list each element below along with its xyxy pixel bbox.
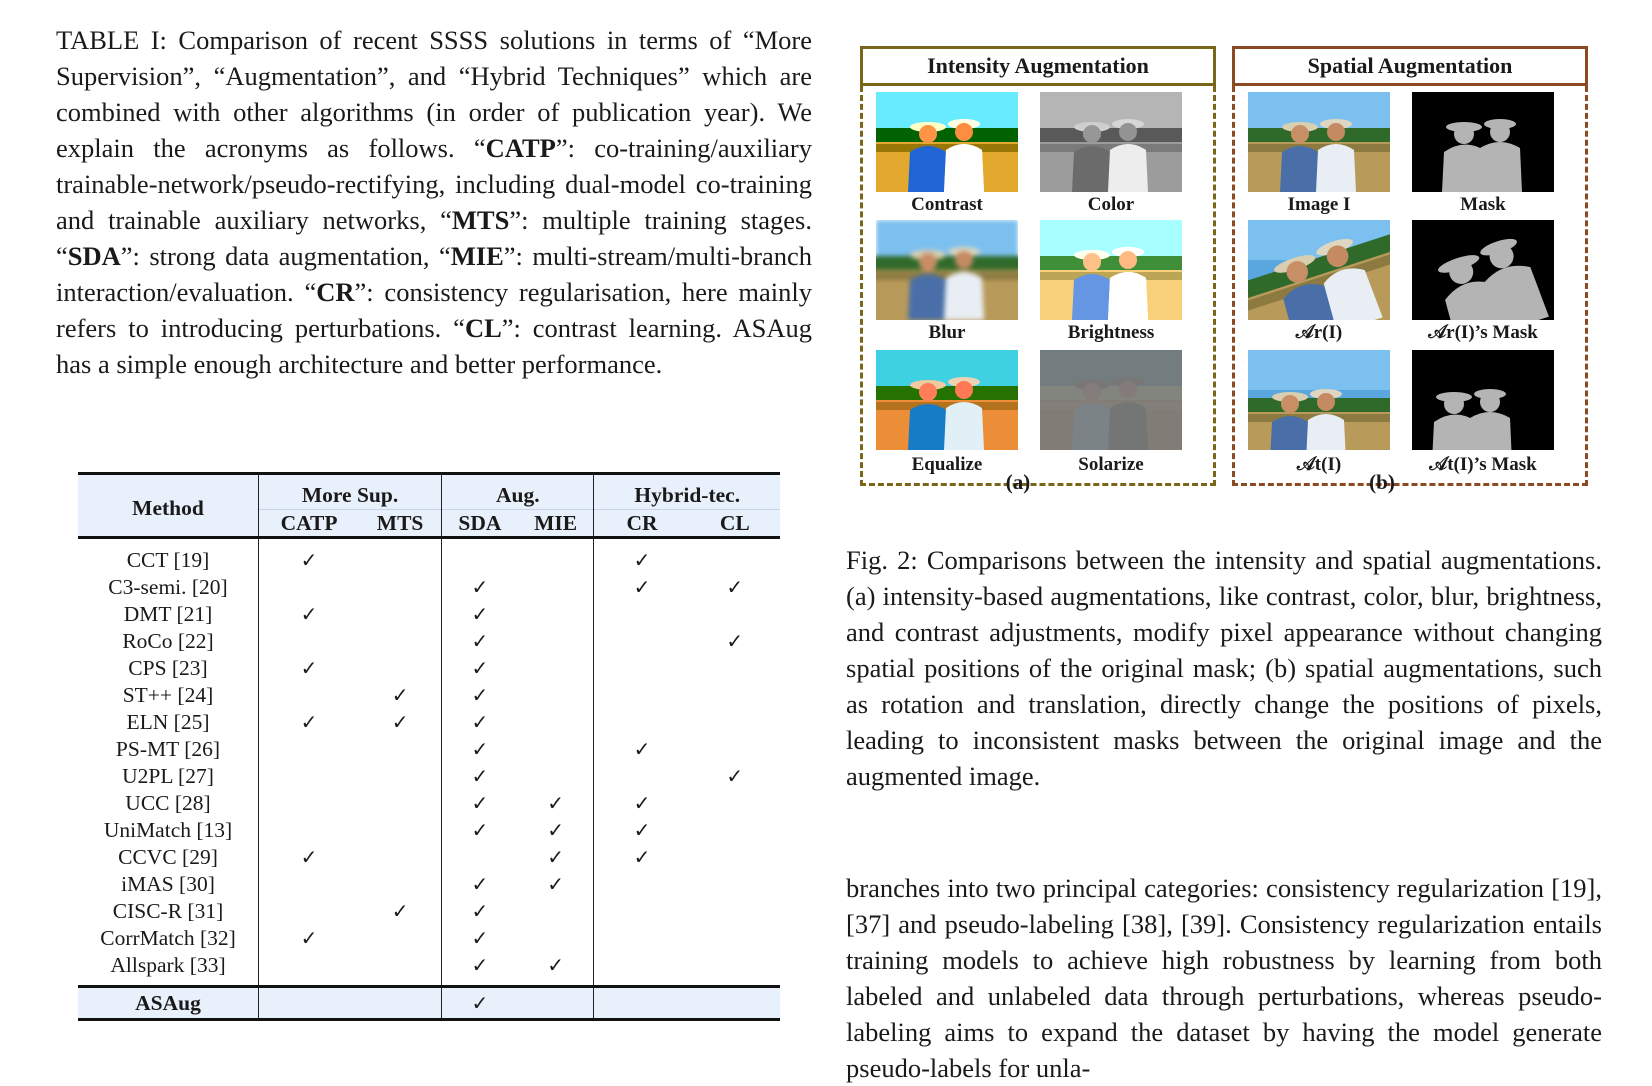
table-row (78, 763, 780, 790)
mark-cell-catp (259, 925, 360, 952)
method-cell: CorrMatch [32] (78, 925, 259, 952)
mark-cell-catp (259, 952, 360, 987)
mark-cell-cr (594, 655, 690, 682)
thumbnail-label: Contrast (911, 194, 983, 215)
mark-cell-cr (594, 817, 690, 844)
mark-cell-cl (690, 682, 780, 709)
table-row (78, 601, 780, 628)
method-cell: C3-semi. [20] (78, 574, 259, 601)
mark-cell-cl (690, 987, 780, 1020)
mark-cell-catp (259, 898, 360, 925)
thumbnail-contrast (876, 92, 1018, 192)
check-mark-icon: ✓ (471, 791, 489, 815)
table-row (78, 952, 780, 987)
body-paragraph: branches into two principal categories: consistency regularization [19], [37] and pseudo-labeling [38], [39]. Consistency regularization entails training models to achieve high robustness by learning from both labeled and unlabeled data through perturbations, whereas pseudo-labeling aims to expand the dataset by having the model generate pseudo-labels for unla- (846, 873, 1602, 1083)
mark-cell-mts (359, 952, 441, 987)
mark-cell-sda (442, 898, 518, 925)
thumbnail-label: Equalize (911, 454, 983, 475)
mark-cell-catp (259, 574, 360, 601)
check-mark-icon: ✓ (471, 926, 489, 950)
check-mark-icon: ✓ (547, 791, 565, 815)
mark-cell-mts (359, 628, 441, 655)
mark-cell-cr (594, 574, 690, 601)
mark-cell-catp (259, 987, 360, 1020)
mark-cell-catp (259, 628, 360, 655)
mark-cell-mie (518, 736, 594, 763)
mark-cell-mts (359, 898, 441, 925)
mark-cell-mts (359, 987, 441, 1020)
check-mark-icon: ✓ (471, 818, 489, 842)
mark-cell-catp (259, 601, 360, 628)
mark-cell-mie (518, 898, 594, 925)
mark-cell-mts (359, 574, 441, 601)
mark-cell-mie (518, 655, 594, 682)
col-header-sda: SDA (442, 510, 518, 538)
col-header-mts: MTS (359, 510, 441, 538)
check-mark-icon: ✓ (471, 990, 489, 1015)
mark-cell-cr (594, 898, 690, 925)
mark-cell-cr (594, 952, 690, 987)
mark-cell-catp (259, 790, 360, 817)
mark-cell-sda (442, 925, 518, 952)
check-mark-icon: ✓ (471, 629, 489, 653)
thumbnail-label: Color (1087, 194, 1135, 215)
thumbnail-label: 𝒜t(I) (1296, 454, 1342, 475)
mark-cell-catp (259, 682, 360, 709)
comparison-table (78, 472, 780, 1021)
mark-cell-catp (259, 871, 360, 898)
mark-cell-catp (259, 709, 360, 736)
method-cell: iMAS [30] (78, 871, 259, 898)
mark-cell-mts (359, 925, 441, 952)
mark-cell-sda (442, 844, 518, 871)
mark-cell-mie (518, 628, 594, 655)
thumbnail-solarize (1040, 350, 1182, 450)
mark-cell-sda (442, 952, 518, 987)
method-cell: CISC-R [31] (78, 898, 259, 925)
thumbnail-color (1040, 92, 1182, 192)
check-mark-icon: ✓ (471, 710, 489, 734)
mark-cell-mts (359, 790, 441, 817)
thumbnail-label: Blur (928, 322, 966, 343)
method-cell: CCVC [29] (78, 844, 259, 871)
mark-cell-cr (594, 628, 690, 655)
group-header-aug: Aug. (442, 474, 594, 510)
mark-cell-mts (359, 763, 441, 790)
table-row (78, 655, 780, 682)
spatial-image-thumbnail (1248, 92, 1390, 192)
check-mark-icon: ✓ (471, 602, 489, 626)
check-mark-icon: ✓ (547, 845, 565, 869)
col-header-cr: CR (594, 510, 690, 538)
check-mark-icon: ✓ (633, 548, 651, 572)
mark-cell-mie (518, 790, 594, 817)
check-mark-icon: ✓ (300, 656, 318, 680)
thumbnail-label: 𝒜t(I)’s Mask (1429, 454, 1537, 475)
mark-cell-cl (690, 574, 780, 601)
mark-cell-sda (442, 987, 518, 1020)
mark-cell-mts (359, 682, 441, 709)
table-row (78, 790, 780, 817)
mark-cell-catp (259, 844, 360, 871)
check-mark-icon: ✓ (726, 629, 744, 653)
check-mark-icon: ✓ (471, 899, 489, 923)
table-row (78, 709, 780, 736)
table-row (78, 817, 780, 844)
mark-cell-sda (442, 709, 518, 736)
check-mark-icon: ✓ (471, 764, 489, 788)
mark-cell-mie (518, 987, 594, 1020)
mark-cell-mie (518, 952, 594, 987)
check-mark-icon: ✓ (547, 872, 565, 896)
mark-cell-cl (690, 898, 780, 925)
mark-cell-cl (690, 817, 780, 844)
mark-cell-sda (442, 763, 518, 790)
mark-cell-mie (518, 709, 594, 736)
thumbnail-label: Brightness (1067, 322, 1155, 343)
method-cell: UCC [28] (78, 790, 259, 817)
mark-cell-cr (594, 790, 690, 817)
check-mark-icon: ✓ (300, 926, 318, 950)
mark-cell-mie (518, 763, 594, 790)
mark-cell-mie (518, 844, 594, 871)
mark-cell-mts (359, 538, 441, 575)
check-mark-icon: ✓ (300, 602, 318, 626)
mark-cell-catp (259, 763, 360, 790)
check-mark-icon: ✓ (391, 683, 409, 707)
thumbnail-blur (876, 220, 1018, 320)
method-cell: DMT [21] (78, 601, 259, 628)
col-header-cl: CL (690, 510, 780, 538)
table-row (78, 538, 780, 575)
mark-cell-catp (259, 538, 360, 575)
intensity-augmentation-title: Intensity Augmentation (860, 46, 1216, 86)
spatial-augmentation-title: Spatial Augmentation (1232, 46, 1588, 86)
mark-cell-sda (442, 628, 518, 655)
check-mark-icon: ✓ (300, 845, 318, 869)
col-header-catp: CATP (259, 510, 360, 538)
method-cell: RoCo [22] (78, 628, 259, 655)
mark-cell-cl (690, 655, 780, 682)
method-cell: ASAug (78, 987, 259, 1020)
table-row (78, 628, 780, 655)
method-cell: UniMatch [13] (78, 817, 259, 844)
thumbnail-label: Image I (1287, 194, 1351, 215)
method-header: Method (78, 474, 259, 538)
mark-cell-mie (518, 601, 594, 628)
mark-cell-mie (518, 682, 594, 709)
mark-cell-cl (690, 871, 780, 898)
table-row (78, 736, 780, 763)
col-header-mie: MIE (518, 510, 594, 538)
mark-cell-cr (594, 763, 690, 790)
mark-cell-catp (259, 817, 360, 844)
spatial-mask-thumbnail (1412, 220, 1554, 320)
check-mark-icon: ✓ (471, 953, 489, 977)
table-row (78, 898, 780, 925)
mark-cell-cr (594, 538, 690, 575)
spatial-image-thumbnail (1248, 220, 1390, 320)
mark-cell-mts (359, 709, 441, 736)
method-cell: PS-MT [26] (78, 736, 259, 763)
table-footer-row (78, 987, 780, 1020)
mark-cell-sda (442, 871, 518, 898)
method-cell: ST++ [24] (78, 682, 259, 709)
mark-cell-catp (259, 655, 360, 682)
mark-cell-cr (594, 871, 690, 898)
table-row (78, 925, 780, 952)
mark-cell-mie (518, 538, 594, 575)
thumbnail-equalize (876, 350, 1018, 450)
mark-cell-sda (442, 790, 518, 817)
check-mark-icon: ✓ (726, 764, 744, 788)
method-cell: Allspark [33] (78, 952, 259, 987)
figure-caption: Fig. 2: Comparisons between the intensity and spatial augmentations. (a) intensity-based augmentations, like contrast, color, blur, brightness, and contrast adjustments, modify pixel appearance without changing spatial positions of the original mask; (b) spatial augmentations, such as rotation and translation, directly change the positions of pixels, leading to inconsistent masks between the original image and the augmented image. (846, 545, 1602, 791)
mark-cell-cr (594, 925, 690, 952)
mark-cell-cl (690, 628, 780, 655)
group-header-more-sup: More Sup. (259, 474, 442, 510)
check-mark-icon: ✓ (391, 710, 409, 734)
mark-cell-mie (518, 871, 594, 898)
mark-cell-cl (690, 736, 780, 763)
check-mark-icon: ✓ (471, 737, 489, 761)
table-caption: TABLE I: Comparison of recent SSSS solutions in terms of “More Supervision”, “Augmentation”, and “Hybrid Techniques” which are combined with other algorithms (in order of publication year). We explain the acronyms as follows. “CATP”: co-training/auxiliary trainable-network/pseudo-rectifying, including dual-model co-training and trainable auxiliary networks, “MTS”: multiple training stages. “SDA”: strong data augmentation, “MIE”: multi-stream/multi-branch interaction/evaluation. “CR”: consistency regularisation, here mainly refers to introducing perturbations. “CL”: contrast learning. ASAug has a simple enough architecture and better performance. (56, 25, 813, 379)
mark-cell-mts (359, 601, 441, 628)
method-cell: CCT [19] (78, 538, 259, 575)
mark-cell-mts (359, 736, 441, 763)
mark-cell-cr (594, 987, 690, 1020)
check-mark-icon: ✓ (633, 845, 651, 869)
subfigure-label-a: (a) (1005, 470, 1031, 494)
mark-cell-cr (594, 682, 690, 709)
table-row (78, 844, 780, 871)
mark-cell-mts (359, 655, 441, 682)
check-mark-icon: ✓ (471, 872, 489, 896)
method-cell: ELN [25] (78, 709, 259, 736)
mark-cell-cr (594, 709, 690, 736)
mark-cell-cl (690, 763, 780, 790)
mark-cell-sda (442, 601, 518, 628)
spatial-mask-thumbnail (1412, 350, 1554, 450)
mark-cell-sda (442, 655, 518, 682)
check-mark-icon: ✓ (471, 575, 489, 599)
mark-cell-sda (442, 574, 518, 601)
table-row (78, 574, 780, 601)
method-cell: U2PL [27] (78, 763, 259, 790)
thumbnail-brightness (1040, 220, 1182, 320)
mark-cell-mts (359, 817, 441, 844)
mark-cell-cl (690, 538, 780, 575)
thumbnail-label: Mask (1460, 194, 1506, 215)
mark-cell-sda (442, 538, 518, 575)
check-mark-icon: ✓ (633, 737, 651, 761)
mark-cell-cl (690, 844, 780, 871)
mark-cell-cr (594, 736, 690, 763)
mark-cell-cl (690, 790, 780, 817)
mark-cell-cr (594, 601, 690, 628)
check-mark-icon: ✓ (391, 899, 409, 923)
check-mark-icon: ✓ (633, 791, 651, 815)
mark-cell-mts (359, 844, 441, 871)
mark-cell-cl (690, 709, 780, 736)
mark-cell-cr (594, 844, 690, 871)
thumbnail-label: 𝒜r(I)’s Mask (1428, 322, 1538, 343)
thumbnail-label: 𝒜r(I) (1295, 322, 1343, 343)
mark-cell-cl (690, 601, 780, 628)
mark-cell-catp (259, 736, 360, 763)
mark-cell-cl (690, 925, 780, 952)
mark-cell-mts (359, 871, 441, 898)
mark-cell-mie (518, 817, 594, 844)
method-cell: CPS [23] (78, 655, 259, 682)
subfigure-label-b: (b) (1369, 470, 1395, 494)
check-mark-icon: ✓ (726, 575, 744, 599)
mark-cell-mie (518, 925, 594, 952)
mark-cell-cl (690, 952, 780, 987)
check-mark-icon: ✓ (471, 683, 489, 707)
mark-cell-mie (518, 574, 594, 601)
table-row (78, 682, 780, 709)
thumbnail-label: Solarize (1078, 454, 1144, 475)
check-mark-icon: ✓ (547, 818, 565, 842)
mark-cell-sda (442, 736, 518, 763)
check-mark-icon: ✓ (633, 575, 651, 599)
mark-cell-sda (442, 682, 518, 709)
check-mark-icon: ✓ (547, 953, 565, 977)
check-mark-icon: ✓ (300, 710, 318, 734)
spatial-image-thumbnail (1248, 350, 1390, 450)
mark-cell-sda (442, 817, 518, 844)
check-mark-icon: ✓ (471, 656, 489, 680)
table-row (78, 871, 780, 898)
check-mark-icon: ✓ (633, 818, 651, 842)
group-header-hybrid: Hybrid-tec. (634, 482, 741, 507)
check-mark-icon: ✓ (300, 548, 318, 572)
spatial-mask-thumbnail (1412, 92, 1554, 192)
